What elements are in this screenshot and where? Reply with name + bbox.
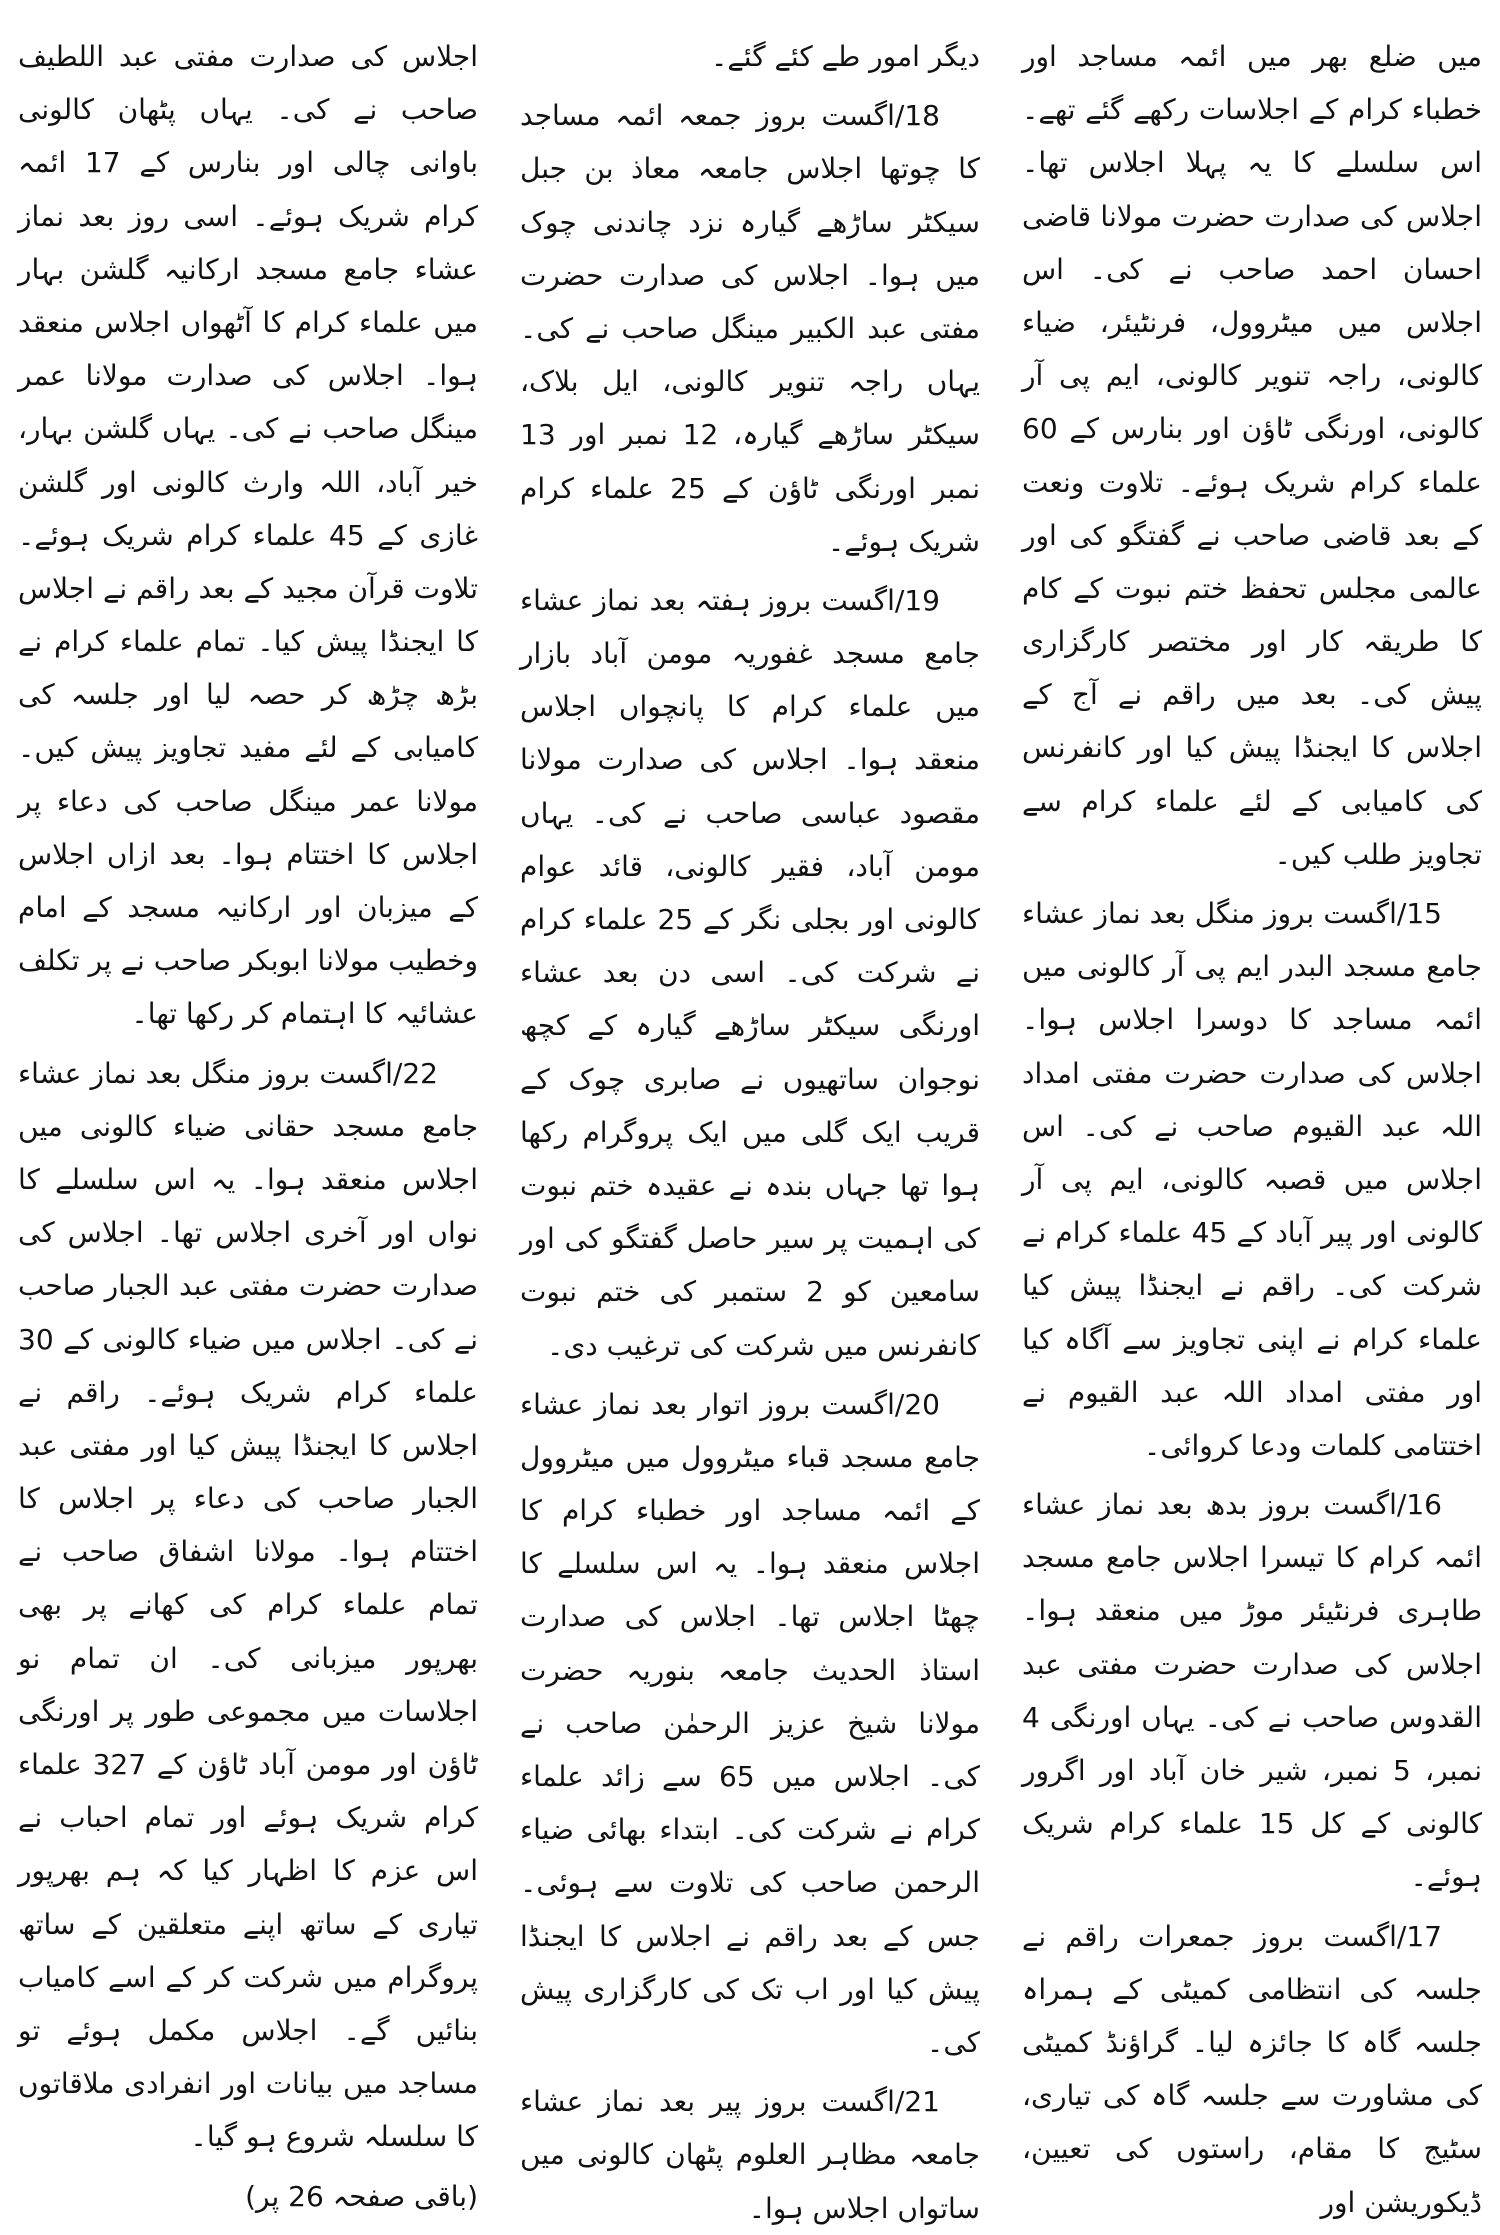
paragraph-aug-20: 20/اگست بروز اتوار بعد نماز عشاء جامع مسجد قباء میٹروول میں میٹروول کے ائمہ مساجد اور خطباء کرام کا اجلاس منعقد ہوا۔ یہ اس سلسلے کا چھٹا اجلاس تھا۔ اجلاس کی صدارت استاذ الحدیث جامعہ بنوریہ حضرت مولانا شیخ عزیز الرحمٰن صاحب نے کی۔ اجلاس میں 65 سے زائد علماء کرام نے شرکت کی۔ ابتداء بھائی ضیاء الرحمن صاحب کی تلاوت سے ہوئی۔ جس کے بعد راقم نے اجلاس کا ایجنڈا پیش کیا اور اب تک کی کارگزاری پیش کی۔ — [520, 1387, 980, 2059]
paragraph-eighth-meeting: اجلاس کی صدارت مفتی عبد اللطیف صاحب نے کی۔ یہاں پٹھان کالونی باوانی چالی اور بنارس کے 17 ائمہ کرام شریک ہوئے۔ اسی روز بعد نماز عشاء جامع مسجد ارکانیہ گلشن بہار میں علماء کرام کا آٹھواں اجلاس منعقد ہوا۔ اجلاس کی صدارت مولانا عمر مینگل صاحب نے کی۔ یہاں گلشن بہار، خیر آباد، اللہ وارث کالونی اور گلشن غازی کے 45 علماء کرام شریک ہوئے۔ تلاوت قرآن مجید کے بعد راقم نے اجلاس کا ایجنڈا پیش کیا۔ تمام علماء کرام نے بڑھ چڑھ کر حصہ لیا اور جلسہ کی کامیابی کے لئے مفید تجاویز پیش کیں۔ مولانا عمر مینگل صاحب کی دعاء پر اجلاس کا اختتام ہوا۔ بعد ازاں اجلاس کے میزبان اور ارکانیہ مسجد کے امام وخطیب مولانا ابوبکر صاحب نے پر تکلف عشائیہ کا اہتمام کر رکھا تھا۔ — [18, 40, 478, 1031]
paragraph-other-matters: دیگر امور طے کئے گئے۔ — [710, 40, 980, 73]
column-middle — [520, 30, 981, 2225]
paragraph-aug-18: 18/اگست بروز جمعہ ائمہ مساجد کا چوتھا اجلاس جامعہ معاذ بن جبل سیکٹر ساڑھے گیارہ نزد چاندنی چوک میں ہوا۔ اجلاس کی صدارت حضرت مفتی عبد الکبیر مینگل صاحب نے کی۔ یہاں راجہ تنویر کالونی، ایل بلاک، سیکٹر ساڑھے گیارہ، 12 نمبر اور 13 نمبر اورنگی ٹاؤن کے 25 علماء کرام شریک ہوئے۔ — [520, 99, 980, 558]
paragraph-aug-19: 19/اگست بروز ہفتہ بعد نماز عشاء جامع مسجد غفوریہ مومن آباد بازار میں علماء کرام کا پانچواں اجلاس منعقد ہوا۔ اجلاس کی صدارت مولانا مقصود عباسی صاحب نے کی۔ یہاں مومن آباد، فقیر کالونی، قائد عوام کالونی اور بجلی نگر کے 25 علماء کرام نے شرکت کی۔ اسی دن بعد عشاء اورنگی سیکٹر ساڑھے گیارہ کے کچھ نوجوان ساتھیوں نے صابری چوک کے قریب ایک گلی میں ایک پروگرام رکھا ہوا تھا جہاں بندہ نے عقیدہ ختم نبوت کی اہمیت پر سیر حاصل گفتگو کی اور سامعین کو 2 ستمبر کی ختم نبوت کانفرنس میں شرکت کی ترغیب دی۔ — [520, 583, 981, 1362]
paragraph-aug-16: 16/اگست بروز بدھ بعد نماز عشاء ائمہ کرام کا تیسرا اجلاس جامع مسجد طاہری فرنٹیئر موڑ میں منعقد ہوا۔ اجلاس کی صدارت حضرت مفتی عبد القدوس صاحب نے کی۔ یہاں اورنگی 4 نمبر، 5 نمبر، شیر خان آباد اور اگرور کالونی کے کل 15 علماء کرام شریک ہوئے۔ — [1022, 1488, 1482, 1894]
continued-note: (باقی صفحہ 26 پر) — [245, 2179, 478, 2213]
column-left — [18, 30, 479, 2213]
paragraph-aug-17: 17/اگست بروز جمعرات راقم نے جلسہ کی انتظامی کمیٹی کے ہمراہ جلسہ گاہ کا جائزہ لیا۔ گراؤنڈ کمیٹی کی مشاورت سے جلسہ گاہ کی تیاری، سٹیج کا مقام، راستوں کی تعیین، ڈیکوریشن اور — [1022, 1919, 1482, 2219]
column-right — [1022, 30, 1483, 2219]
paragraph-aug-21: 21/اگست بروز پیر بعد نماز عشاء جامعہ مظاہر العلوم پٹھان کالونی میں ساتواں اجلاس ہوا۔ — [520, 2085, 980, 2225]
paragraph-aug-22: 22/اگست بروز منگل بعد نماز عشاء جامع مسجد حقانی ضیاء کالونی میں اجلاس منعقد ہوا۔ یہ اس سلسلے کا نواں اور آخری اجلاس تھا۔ اجلاس کی صدارت حضرت مفتی عبد الجبار صاحب نے کی۔ اجلاس میں ضیاء کالونی کے 30 علماء کرام شریک ہوئے۔ راقم نے اجلاس کا ایجنڈا پیش کیا اور مفتی عبد الجبار صاحب کی دعاء پر اجلاس کا اختتام ہوا۔ مولانا اشفاق صاحب نے تمام علماء کرام کی کھانے پر بھی بھرپور میزبانی کی۔ ان تمام نو اجلاسات میں مجموعی طور پر اورنگی ٹاؤن اور مومن آباد ٹاؤن کے 327 علماء کرام شریک ہوئے اور تمام احباب نے اس عزم کا اظہار کیا کہ ہم بھرپور تیاری کے ساتھ اپنے متعلقین کے ساتھ پروگرام میں شرکت کر کے اسے کامیاب بنائیں گے۔ اجلاس مکمل ہوئے تو مساجد میں بیانات اور انفرادی ملاقاتوں کا سلسلہ شروع ہو گیا۔ — [18, 1056, 479, 2154]
paragraph-meetings-overview: میں ضلع بھر میں ائمہ مساجد اور خطباء کرام کے اجلاسات رکھے گئے تھے۔ اس سلسلے کا یہ پہلا اجلاس تھا۔ اجلاس کی صدارت حضرت مولانا قاضی احسان احمد صاحب نے کی۔ اس اجلاس میں میٹروول، فرنٹیئر، ضیاء کالونی، راجہ تنویر کالونی، ایم پی آر کالونی، اورنگی ٹاؤن اور بنارس کے 60 علماء کرام شریک ہوئے۔ تلاوت ونعت کے بعد قاضی صاحب نے گفتگو کی اور عالمی مجلس تحفظ ختم نبوت کے کام کا طریقہ کار اور مختصر کارگزاری پیش کی۔ بعد میں راقم نے آج کے اجلاس کا ایجنڈا پیش کیا اور کانفرنس کی کامیابی کے لئے علماء کرام سے تجاویز طلب کیں۔ — [1022, 40, 1482, 871]
paragraph-aug-15: 15/اگست بروز منگل بعد نماز عشاء جامع مسجد البدر ایم پی آر کالونی میں ائمہ مساجد کا دوسرا اجلاس ہوا۔ اجلاس کی صدارت حضرت مفتی امداد اللہ عبد القیوم صاحب نے کی۔ اس اجلاس میں قصبہ کالونی، ایم پی آر کالونی اور پیر آباد کے 45 علماء کرام نے شرکت کی۔ راقم نے ایجنڈا پیش کیا علماء کرام نے اپنی تجاویز سے آگاہ کیا اور مفتی امداد اللہ عبد القیوم نے اختتامی کلمات ودعا کروائی۔ — [1022, 897, 1483, 1462]
